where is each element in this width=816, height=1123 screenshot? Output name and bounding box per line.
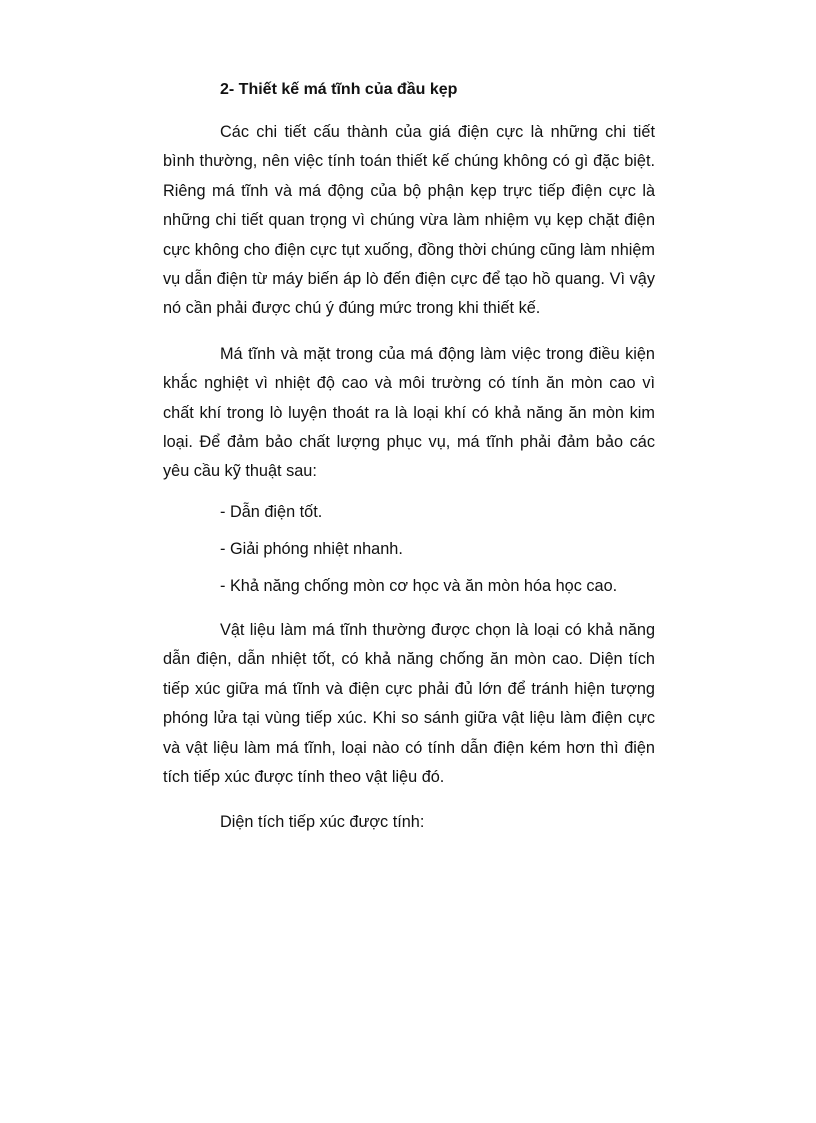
requirement-item: - Dẫn điện tốt. — [220, 502, 323, 521]
paragraph-contact-area: Diện tích tiếp xúc được tính: — [220, 813, 425, 832]
requirements-list — [163, 501, 655, 598]
paragraph-intro: Các chi tiết cấu thành của giá điện cực là những chi tiết bình thường, nên việc tính toán thiết kế chúng không có gì đặc biệt. Riêng má tĩnh và má động của bộ phận kẹp trực tiếp điện cực là những chi tiết quan trọng vì chúng vừa làm nhiệm vụ kẹp chặt điện cực không cho điện cực tụt xuống, đồng thời chúng cũng làm nhiệm vụ dẫn điện từ máy biến áp lò đến điện cực để tạo hồ quang. Vì vậy nó cần phải được chú ý đúng mức trong khi thiết kế. — [163, 123, 655, 318]
requirement-item: - Khả năng chống mòn cơ học và ăn mòn hóa học cao. — [220, 576, 618, 595]
paragraph-materials: Vật liệu làm má tĩnh thường được chọn là loại có khả năng dẫn điện, dẫn nhiệt tốt, có khả năng chống ăn mòn cao. Diện tích tiếp xúc giữa má tĩnh và điện cực phải đủ lớn để tránh hiện tượng phóng lửa tại vùng tiếp xúc. Khi so sánh giữa vật liệu làm điện cực và vật liệu làm má tĩnh, loại nào có tính dẫn điện kém hơn thì điện tích tiếp xúc được tính theo vật liệu đó. — [163, 620, 655, 786]
section-heading: 2- Thiết kế má tĩnh của đầu kẹp — [220, 81, 458, 98]
paragraph-conditions: Má tĩnh và mặt trong của má động làm việc trong điều kiện khắc nghiệt vì nhiệt độ cao và môi trường có tính ăn mòn cao vì chất khí trong lò luyện thoát ra là loại khí có khả năng ăn mòn kim loại. Để đảm bảo chất lượng phục vụ, má tĩnh phải đảm bảo các yêu cầu kỹ thuật sau: — [163, 344, 655, 481]
requirement-item: - Giải phóng nhiệt nhanh. — [220, 539, 403, 558]
page-content — [163, 79, 655, 854]
